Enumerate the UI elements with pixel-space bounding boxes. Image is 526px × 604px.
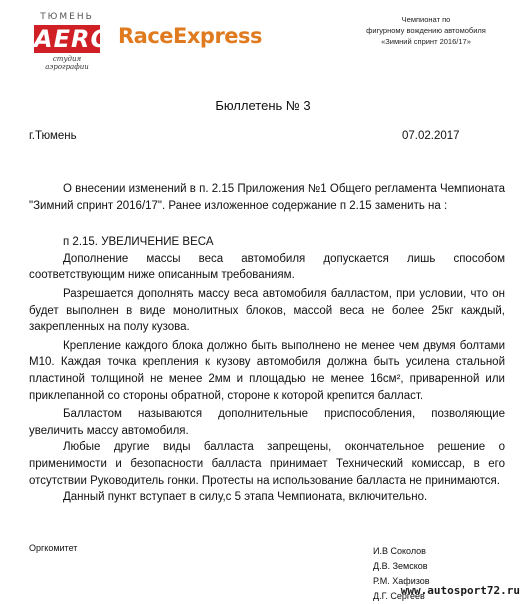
body-paragraph: Балластом называются дополнительные приспособления, позволяющие увеличить массу автомобиля. xyxy=(29,408,505,437)
championship-line: Чемпионат по xyxy=(401,15,451,24)
intro-paragraph: О внесении изменений в п. 2.15 Приложения №1 Общего регламента Чемпионата "Зимний спринт 2016/17". Ранее изложенное содержание п 2.15 заменить на : xyxy=(29,183,505,212)
signer-name: Д.Г. Сергеев xyxy=(373,591,425,601)
organizer-label: Оргкомитет xyxy=(29,543,78,553)
raceexpress-logo: RaceExpress xyxy=(118,24,263,48)
body-paragraph: Разрешается дополнять массу веса автомобиля балластом, при условии, что он будет выполнен в виде монолитных блоков, массой веса не более 25кг каждый, закрепленных на полу кузова. xyxy=(29,287,505,334)
bulletin-body xyxy=(29,181,505,506)
signer-name: Д.В. Земсков xyxy=(373,561,428,571)
aero-logo xyxy=(32,12,112,71)
body-paragraph: Любые другие виды балласта запрещены, окончательное решение о применимости и безопасности балласта принимает Технический комиссар, в его отсутствии Руководитель гонки. Протесты на использование балласта не принимаются. xyxy=(29,441,505,487)
body-paragraph: Крепление каждого блока должно быть выполнено не менее чем двумя болтами М10. Каждая точка крепления к кузову автомобиля должна быть усилена стальной пластиной толщиной не менее 2мм и площадью не менее 16см², приваренной или приклепанной со стороны обратной, стороне к которой крепится балласт. xyxy=(29,339,505,402)
signer-name: Р.М. Хафизов xyxy=(373,576,430,586)
site-watermark: www.autosport72.ru xyxy=(400,584,520,597)
section-heading: п 2.15. УВЕЛИЧЕНИЕ ВЕСА xyxy=(63,236,214,249)
aero-logo-word: AERO xyxy=(34,25,112,53)
aero-logo-city: ТЮМЕНЬ xyxy=(40,12,94,22)
body-paragraph: Дополнение массы веса автомобиля допускается лишь способом соответствующим ниже описанным требованиям. xyxy=(29,252,505,282)
championship-line: фигурному вождению автомобиля xyxy=(366,26,486,35)
bulletin-title: Бюллетень № 3 xyxy=(215,98,311,113)
document-date: 07.02.2017 xyxy=(402,130,460,142)
championship-line: «Зимний спринт 2016/17» xyxy=(381,37,471,46)
aero-logo-tagline: студия аэрографии xyxy=(45,55,89,71)
signer-name: И.В Соколов xyxy=(373,546,426,556)
body-paragraph: Данный пункт вступает в силу,с 5 этапа Чемпионата, включительно. xyxy=(63,491,428,504)
championship-header xyxy=(346,14,506,47)
document-place: г.Тюмень xyxy=(29,130,77,142)
